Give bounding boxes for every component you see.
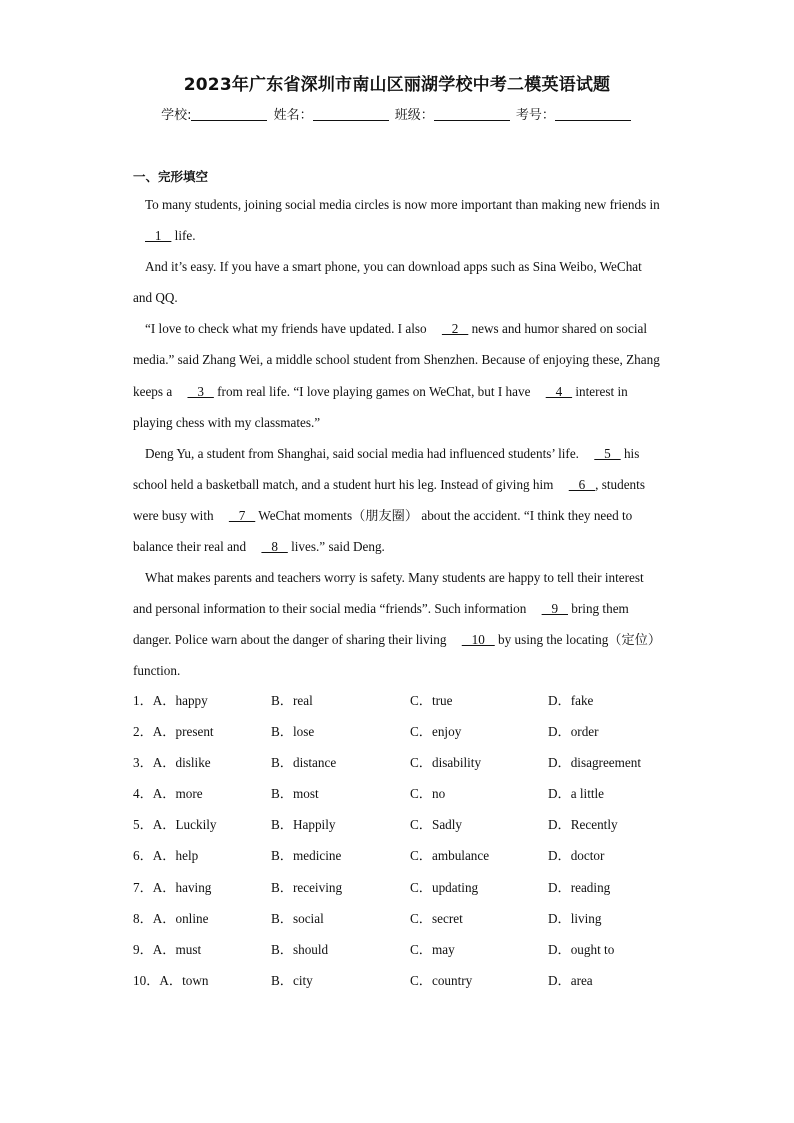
blank-9: 9: [541, 601, 568, 617]
option-b[interactable]: B．real: [271, 693, 313, 708]
option-b[interactable]: B．receiving: [271, 879, 343, 895]
option-a[interactable]: 1．A．happy: [133, 693, 208, 708]
text: Deng Yu, a student from Shanghai, said social media had influenced students’ life.: [145, 445, 583, 461]
exam-title: 2023年广东省深圳市南山区丽湖学校中考二模英语试题: [183, 75, 611, 95]
option-d[interactable]: D．doctor: [548, 848, 605, 864]
question-row: [133, 811, 693, 842]
option-b[interactable]: B．should: [271, 941, 329, 957]
paragraph-3: [133, 313, 663, 437]
option-c[interactable]: C．country: [410, 972, 473, 988]
question-row: [133, 874, 693, 905]
text: interest in playing chess with my classmates.”: [133, 383, 628, 430]
name-blank[interactable]: [313, 107, 389, 121]
option-a[interactable]: 3．A．dislike: [133, 755, 211, 771]
school-blank[interactable]: [191, 107, 267, 121]
option-a[interactable]: 7．A．having: [133, 879, 212, 895]
option-d[interactable]: D．reading: [548, 879, 611, 895]
option-d[interactable]: D．disagreement: [548, 755, 642, 771]
school-label: 学校:: [161, 108, 192, 123]
blank-6: 6: [568, 476, 596, 492]
question-row: [133, 718, 693, 749]
text: bring them danger. Police warn about the danger of sharing their living: [133, 601, 629, 648]
option-a[interactable]: 9．A．must: [133, 941, 202, 957]
paragraph-1: [133, 189, 663, 251]
blank-2: 2: [441, 321, 469, 337]
option-d[interactable]: D．fake: [548, 693, 594, 708]
text: life.: [171, 228, 196, 244]
text: by using the locating（定位）function.: [133, 632, 662, 679]
option-b[interactable]: B．Happily: [271, 817, 336, 833]
text: , students were busy with: [133, 476, 645, 523]
option-a[interactable]: 2．A．present: [133, 724, 214, 740]
blank-10: 10: [461, 632, 495, 648]
option-d[interactable]: D．a little: [548, 786, 605, 802]
blank-4: 4: [545, 383, 573, 399]
option-c[interactable]: C．secret: [410, 910, 463, 926]
option-b[interactable]: B．most: [271, 786, 319, 802]
option-d[interactable]: D．living: [548, 910, 602, 926]
text: his school held a basketball match, and a student hurt his leg. Instead of giving him: [133, 445, 640, 492]
option-c[interactable]: C．updating: [410, 879, 479, 895]
question-row: [133, 905, 693, 936]
blank-8: 8: [261, 539, 288, 555]
option-d[interactable]: D．ought to: [548, 941, 615, 957]
text: “I love to check what my friends have updated. I also: [145, 321, 430, 337]
text: What makes parents and teachers worry is safety. Many students are happy to tell their interest and personal information to their social media “friends”. Such information: [133, 570, 644, 617]
option-b[interactable]: B．distance: [271, 755, 337, 771]
class-label: 班级：: [394, 108, 434, 123]
student-info-line: [0, 104, 794, 123]
blank-1: 1: [145, 228, 172, 244]
option-a[interactable]: 10．A．town: [133, 972, 209, 988]
text: from real life. “I love playing games on WeChat, but I have: [213, 383, 534, 399]
option-c[interactable]: C．may: [410, 941, 455, 957]
option-d[interactable]: D．area: [548, 972, 593, 988]
blank-7: 7: [228, 507, 256, 523]
option-c[interactable]: C．no: [410, 786, 446, 802]
blank-3: 3: [187, 383, 214, 399]
paragraph-5: [133, 562, 663, 686]
option-a[interactable]: 6．A．help: [133, 848, 199, 864]
option-b[interactable]: B．city: [271, 972, 313, 988]
options-list: [133, 687, 693, 998]
number-label: 考号：: [515, 108, 555, 123]
text: WeChat moments（朋友圈） about the accident. “I think they need to balance their real and: [133, 507, 633, 555]
option-b[interactable]: B．lose: [271, 724, 315, 740]
option-c[interactable]: C．ambulance: [410, 848, 490, 864]
name-label: 姓名：: [273, 108, 313, 123]
cloze-passage: [133, 189, 663, 687]
number-blank[interactable]: [555, 107, 631, 121]
section-heading: 一、完形填空: [133, 169, 209, 184]
option-c[interactable]: C．disability: [410, 755, 482, 771]
text: lives.” said Deng.: [287, 539, 385, 555]
paragraph-2: And it’s easy. If you have a smart phone, you can download apps such as Sina Weibo, WeChat and QQ.: [133, 259, 642, 306]
option-b[interactable]: B．social: [271, 910, 324, 926]
class-blank[interactable]: [434, 107, 510, 121]
question-row: [133, 842, 693, 873]
blank-5: 5: [594, 445, 621, 461]
question-row: [133, 780, 693, 811]
option-a[interactable]: 4．A．more: [133, 786, 203, 802]
text: To many students, joining social media circles is now more important than making new friends in: [145, 197, 660, 212]
question-row: [133, 936, 693, 967]
option-c[interactable]: C．Sadly: [410, 817, 463, 833]
text: news and humor shared on social media.” said Zhang Wei, a middle school student from Shenzhen. Because of enjoying these, Zhang keeps a: [133, 321, 660, 399]
option-c[interactable]: C．true: [410, 693, 453, 708]
option-b[interactable]: B．medicine: [271, 848, 342, 864]
option-a[interactable]: 5．A．Luckily: [133, 817, 217, 833]
question-row: [133, 687, 693, 718]
option-c[interactable]: C．enjoy: [410, 724, 462, 740]
question-row: [133, 749, 693, 780]
paragraph-4: [133, 438, 663, 562]
option-a[interactable]: 8．A．online: [133, 910, 209, 926]
option-d[interactable]: D．order: [548, 724, 599, 740]
question-row: [133, 967, 693, 998]
option-d[interactable]: D．Recently: [548, 817, 618, 833]
